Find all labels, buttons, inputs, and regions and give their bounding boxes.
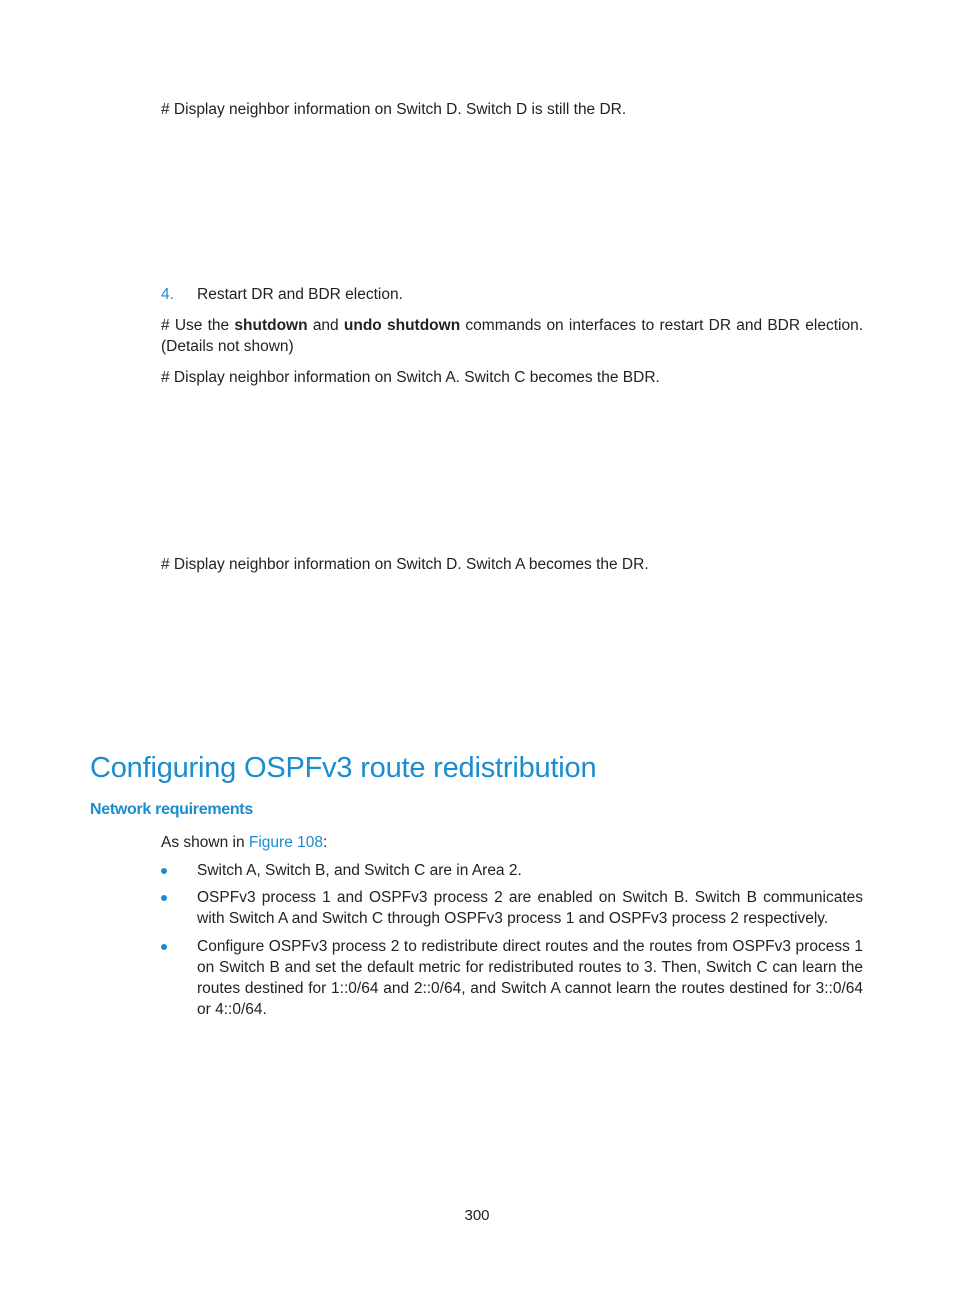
- paragraph-display-neighbor-switch-d: # Display neighbor information on Switch D. Switch D is still the DR.: [161, 101, 627, 118]
- intro-prefix: As shown in: [161, 834, 249, 851]
- paragraph-display-neighbor-switch-a: # Display neighbor information on Switch A. Switch C becomes the BDR.: [161, 369, 660, 386]
- list-item: OSPFv3 process 1 and OSPFv3 process 2 are enabled on Switch B. Switch B communicates with Switch A and Switch C through OSPFv3 process 1 and OSPFv3 process 2 respectively.: [197, 889, 863, 927]
- para2-mid: and: [307, 317, 344, 334]
- figure-link[interactable]: Figure 108: [248, 834, 323, 851]
- list-item: Configure OSPFv3 process 2 to redistribute direct routes and the routes from OSPFv3 process 1 on Switch B and set the default metric for redistributed routes to 3. Then, Switch C can learn the routes destined for 1::0/64 and 2::0/64, and Switch A cannot learn the routes destined for 3::0/64 or 4::0/64.: [197, 938, 863, 1018]
- bullet-icon: [161, 944, 167, 950]
- subsection-title: Network requirements: [90, 801, 253, 818]
- command-shutdown: shutdown: [234, 317, 308, 334]
- bullet-icon: [161, 868, 167, 874]
- bullet-icon: [161, 895, 167, 901]
- para2-suffix: commands on interfaces to restart DR and BDR election. (Details not shown): [161, 317, 863, 355]
- step-number: 4.: [161, 286, 174, 303]
- page-number: 300: [464, 1207, 490, 1224]
- section-title: Configuring OSPFv3 route redistribution: [90, 752, 597, 784]
- paragraph-display-neighbor-switch-d-dr: # Display neighbor information on Switch D. Switch A becomes the DR.: [161, 556, 649, 573]
- intro-suffix: :: [323, 834, 328, 851]
- step-text: Restart DR and BDR election.: [197, 286, 403, 303]
- intro-paragraph: [161, 832, 863, 853]
- paragraph-restart-election: [161, 315, 863, 357]
- para2-prefix: # Use the: [161, 317, 235, 334]
- command-undo-shutdown: undo shutdown: [343, 317, 461, 334]
- list-item: Switch A, Switch B, and Switch C are in Area 2.: [197, 862, 522, 879]
